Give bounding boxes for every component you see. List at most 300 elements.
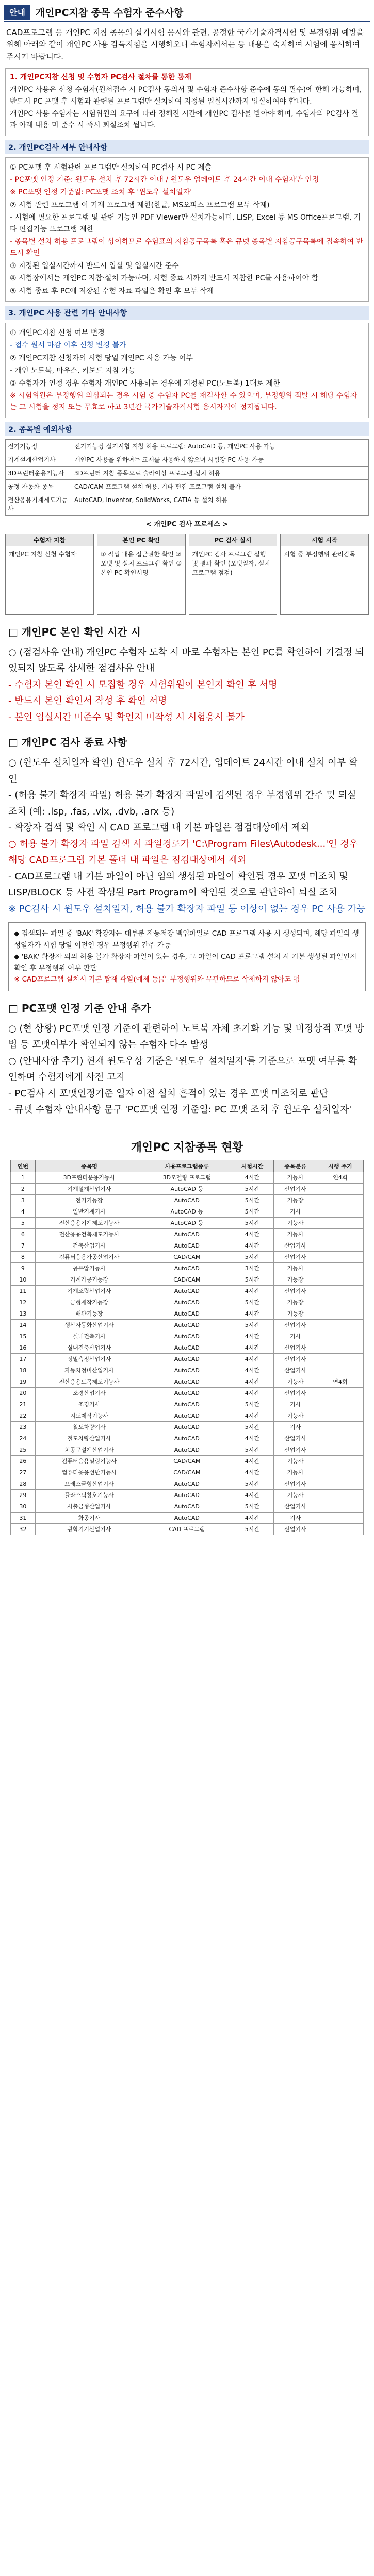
table-cell: CAD/CAM [143, 1455, 231, 1467]
table-row [11, 1285, 364, 1297]
table-cell: 지도제작기능사 [35, 1410, 143, 1421]
table-cell: AutoCAD [143, 1512, 231, 1523]
table-cell: AutoCAD [143, 1421, 231, 1433]
table-cell: 산업기사 [274, 1183, 317, 1194]
flow-step-body: 개인PC 검사 프로그램 실행 및 결과 확인 (포맷일자, 설치 프로그램 점검) [192, 550, 270, 576]
table-cell: 12 [11, 1297, 36, 1308]
table-cell: 광학기기산업기사 [35, 1523, 143, 1535]
table-cell: 금형제작기능장 [35, 1297, 143, 1308]
column-header: 종목분류 [274, 1160, 317, 1172]
table-cell: 27 [11, 1467, 36, 1478]
table-cell: 철도차량산업기사 [35, 1433, 143, 1444]
table-cell: 4시간 [231, 1410, 274, 1421]
table-cell: 15 [11, 1331, 36, 1342]
part1-item: - 수험자 본인 확인 시 모집할 경우 시험위원이 본인지 확인 후 서명 [8, 679, 278, 690]
summary-list [10, 84, 364, 131]
table-cell: 기능사 [274, 1228, 317, 1240]
table-cell: 기능사 [274, 1262, 317, 1274]
table-cell [317, 1353, 363, 1365]
table-cell: 산업기사 [274, 1444, 317, 1455]
table-cell: 3D프린터운용기능사 [6, 466, 72, 479]
table-cell: 4시간 [231, 1512, 274, 1523]
table-row [11, 1353, 364, 1365]
table-row [11, 1410, 364, 1421]
table-cell: 산업기사 [274, 1478, 317, 1489]
table-cell: 산업기사 [274, 1501, 317, 1512]
table-cell: 정밀측정산업기사 [35, 1353, 143, 1365]
table-row [11, 1183, 364, 1194]
sec2-item: ② 시험 관련 프로그램 이 기재 프로그램 제한(한글, MS오피스 프로그램 모두 삭제) [10, 201, 270, 209]
table-cell: 19 [11, 1376, 36, 1387]
column-header: 연번 [11, 1160, 36, 1172]
table-cell: AutoCAD [143, 1308, 231, 1319]
table-cell: AutoCAD [143, 1285, 231, 1297]
flow-step [280, 534, 369, 615]
table-cell: 조경산업기사 [35, 1387, 143, 1399]
table-row [11, 1251, 364, 1262]
table-cell: 10 [11, 1274, 36, 1285]
table-cell: 전산응용토목제도기능사 [35, 1376, 143, 1387]
part1-item: ○ (점검사유 안내) 개인PC 수험자 도착 시 바로 수험자는 본인 PC를 확인하여 기결정 되었되지 않도록 상세한 점검사유 안내 [8, 646, 365, 674]
table-cell: CAD 프로그램 [143, 1523, 231, 1535]
table-cell: 컴퓨터응용선반기능사 [35, 1467, 143, 1478]
table-cell: 산업기사 [274, 1353, 317, 1365]
part2-item: - 확장자 검색 및 확인 시 CAD 프로그램 내 기본 파일은 점검대상에서 제외 [8, 822, 310, 834]
table-cell: 25 [11, 1444, 36, 1455]
table-cell: AutoCAD [143, 1262, 231, 1274]
part1-heading: □ 개인PC 본인 확인 시간 시 [8, 625, 141, 638]
table-cell: 조경기사 [35, 1399, 143, 1410]
summary-item: 개인PC 사용 수험자는 시험위원의 요구에 따라 정해진 시간에 개인PC 검사를 받아야 하며, 수험자의 PC검사 결과 아래 내용 미 준수 시 즉시 퇴실조치 됩니다. [10, 109, 359, 130]
sec3-item: - 접수 원서 마감 이후 신청 변경 불가 [10, 341, 126, 350]
table-cell: AutoCAD [143, 1399, 231, 1410]
table-cell [317, 1433, 363, 1444]
table-cell: 사출금형산업기사 [35, 1501, 143, 1512]
caution-item: ◆ 'BAK' 확장자 외의 허용 불가 확장자 파일이 있는 경우, 그 파일이 CAD 프로그램 설치 시 기본 생성된 파일인지 확인 후 부정행위 여부 판단 [14, 952, 357, 973]
table-row [11, 1501, 364, 1512]
table-cell: AutoCAD 등 [143, 1183, 231, 1194]
table-cell: 4시간 [231, 1387, 274, 1399]
table-cell: CAD/CAM [143, 1274, 231, 1285]
table-cell: AutoCAD [143, 1319, 231, 1331]
table-row [11, 1478, 364, 1489]
table-cell: AutoCAD [143, 1297, 231, 1308]
table-cell: 화공기사 [35, 1512, 143, 1523]
part1-item: - 반드시 본인 확인서 작성 후 확인 서명 [8, 695, 167, 707]
table-cell: 5시간 [231, 1399, 274, 1410]
table-cell: 플라스틱창호기능사 [35, 1489, 143, 1501]
table-row [11, 1467, 364, 1478]
table-cell: 5시간 [231, 1478, 274, 1489]
flow-step-title: 본인 PC 확인 [97, 534, 185, 546]
table-cell: 3 [11, 1194, 36, 1206]
table-cell: 연4회 [317, 1172, 363, 1183]
page-title: 개인PC지참 종목 수험자 준수사항 [35, 7, 184, 19]
table-cell: 4시간 [231, 1308, 274, 1319]
flow-step [5, 534, 94, 615]
table-cell: 철도차량기사 [35, 1421, 143, 1433]
table-cell: 24 [11, 1433, 36, 1444]
table-row [11, 1376, 364, 1387]
table-cell: 기계가공기능장 [35, 1274, 143, 1285]
part3-item: - 큐넷 수험자 안내사항 문구 'PC포맷 인정 기준일: PC 포맷 조치 후 윈도우 설치일자' [8, 1104, 352, 1116]
table-cell: 14 [11, 1319, 36, 1331]
table-row [11, 1297, 364, 1308]
table-cell: 21 [11, 1399, 36, 1410]
column-header: 사용프로그램종류 [143, 1160, 231, 1172]
table-cell [317, 1399, 363, 1410]
sec3-item: - 개인 노트북, 마우스, 키보드 지참 가능 [10, 367, 136, 375]
table-row [11, 1489, 364, 1501]
table-row [11, 1319, 364, 1331]
summary-item: 개인PC 사용은 신청 수험자(원서접수 시 PC검사 동의서 및 수험자 준수사항 준수에 동의 필수)에 한해 가능하며, 반드시 PC 포맷 후 시험과 관련된 프로그램만 설치하여 지정된 입실시간까지 입실하여야 합니다. [10, 86, 362, 106]
table-cell: 개인PC 사용을 위하여는 교재를 사용하지 않으며 시험장 PC 사용 가능 [72, 453, 369, 466]
table-cell [317, 1297, 363, 1308]
table-cell: AutoCAD [143, 1240, 231, 1251]
table-cell [317, 1240, 363, 1251]
table-cell: 3D모델링 프로그램 [143, 1172, 231, 1183]
table-row [11, 1172, 364, 1183]
table-cell: 4 [11, 1206, 36, 1217]
table-row [11, 1342, 364, 1353]
sec3-item: ② 개인PC지참 신청자의 시험 당일 개인PC 사용 가능 여부 [10, 354, 193, 362]
sec3-item: ① 개인PC지참 신청 여부 변경 [10, 329, 105, 337]
table-cell: 배관기능장 [35, 1308, 143, 1319]
table-cell [317, 1455, 363, 1467]
cert-table-body [11, 1172, 364, 1535]
sec2-item: ⑤ 시험 종료 후 PC에 저장된 수험 자료 파일은 확인 후 모두 삭제 [10, 287, 214, 295]
summary-heading: 1. 개인PC지참 신청 및 수험자 PC검사 절차를 통한 통제 [10, 73, 192, 81]
table-cell: 5시간 [231, 1319, 274, 1331]
table-cell: 4시간 [231, 1172, 274, 1183]
table-cell [317, 1274, 363, 1285]
flow-step-body: 개인PC 지참 신청 수험자 [9, 550, 77, 558]
part3-item: ○ (현 상황) PC포맷 인정 기준에 관련하여 노트북 자체 초기화 기능 및 비정상적 포맷 방법 등 포맷여부가 확인되지 않는 수험자 다수 발생 [8, 1023, 364, 1051]
table-cell [317, 1251, 363, 1262]
table-cell: CAD/CAM 프로그램 설치 허용, 기타 편집 프로그램 설치 불가 [72, 479, 369, 493]
table-cell: 산업기사 [274, 1523, 317, 1535]
part1-section [8, 623, 366, 726]
table-cell: 산업기사 [274, 1240, 317, 1251]
table-cell: 20 [11, 1387, 36, 1399]
table-cell [317, 1444, 363, 1455]
table-cell [317, 1206, 363, 1217]
table-row [11, 1240, 364, 1251]
table-row [11, 1455, 364, 1467]
table-cell: AutoCAD [143, 1353, 231, 1365]
table-cell: 기계조립산업기사 [35, 1285, 143, 1297]
part1-item: - 본인 입실시간 미준수 및 확인지 미작성 시 시험응시 불가 [8, 711, 245, 723]
table-cell: AutoCAD [143, 1501, 231, 1512]
table-cell: 5시간 [231, 1501, 274, 1512]
table-cell [317, 1421, 363, 1433]
table-cell: 32 [11, 1523, 36, 1535]
table-cell: 4시간 [231, 1342, 274, 1353]
table-cell: 8 [11, 1251, 36, 1262]
table-cell [317, 1262, 363, 1274]
table-row [11, 1308, 364, 1319]
table-cell: 5시간 [231, 1444, 274, 1455]
table-cell: 4시간 [231, 1365, 274, 1376]
table-cell: 산업기사 [274, 1342, 317, 1353]
table-cell: 5시간 [231, 1217, 274, 1228]
sec2-item: - 종목별 설치 허용 프로그램이 상이하므로 수험표의 지참공구목록 혹은 큐넷 종목별 지참공구목록에 접속하여 반드시 확인 [10, 238, 364, 258]
table-cell: CAD/CAM [143, 1467, 231, 1478]
table-cell: AutoCAD [143, 1342, 231, 1353]
part2-item: ○ 허용 불가 확장자 파일 검색 시 파일경로가 'C:\Program Files\Autodesk...'인 경우 해당 CAD프로그램 기본 폴더 내 파일은 점검대상에서 제외 [8, 838, 359, 866]
table-cell: 6 [11, 1228, 36, 1240]
table-cell: 기계설계산업기사 [35, 1183, 143, 1194]
table-cell: 5시간 [231, 1183, 274, 1194]
table-cell [317, 1228, 363, 1240]
table-row [11, 1512, 364, 1523]
table-cell [317, 1308, 363, 1319]
sec3-item: ※ 시험위원은 부정행위 의심되는 경우 시험 중 수험자 PC를 재검사할 수 있으며, 부정행위 적발 시 해당 수험자는 그 시험을 정지 또는 무효로 하고 3년간 국가기술자격시험 응시자격이 정지됩니다. [10, 391, 357, 412]
table-row [11, 1523, 364, 1535]
table-cell: AutoCAD [143, 1478, 231, 1489]
table-row [11, 1274, 364, 1285]
sec2-item: ③ 지정된 입실시간까지 반드시 입실 및 입실시간 준수 [10, 261, 179, 270]
column-header: 시험시간 [231, 1160, 274, 1172]
table-cell: 컴퓨터응용가공산업기사 [35, 1251, 143, 1262]
table-header-row [11, 1160, 364, 1172]
table-cell: 3D프린터 지참 종목으로 슬라이싱 프로그램 설치 허용 [72, 466, 369, 479]
table-cell: 30 [11, 1501, 36, 1512]
table-row [11, 1206, 364, 1217]
flow-step-body: ① 작업 내용 접근권한 확인 ② 포맷 및 설치 프로그램 확인 ③ 본인 PC 확인서명 [100, 550, 182, 576]
table-cell: 전산응용기계제도기능사 [6, 493, 72, 515]
table-cell [317, 1410, 363, 1421]
flow-step-title: 시험 시작 [281, 534, 368, 546]
table-cell: 산업기사 [274, 1251, 317, 1262]
table-cell: 전산응용기계제도기능사 [35, 1217, 143, 1228]
table-cell: 4시간 [231, 1285, 274, 1297]
table-cell: 기사 [274, 1399, 317, 1410]
table-cell: 프레스금형산업기사 [35, 1478, 143, 1489]
part2-heading: □ 개인PC 검사 종료 사항 [8, 736, 127, 749]
table-cell: 기사 [274, 1421, 317, 1433]
part2-item: ○ (윈도우 설치일자 확인) 윈도우 설치 후 72시간, 업데이트 24시간 이내 설치 여부 확인 [8, 757, 358, 785]
table-cell: 기능사 [274, 1467, 317, 1478]
table-row [6, 466, 369, 479]
table-cell: 기계설계산업기사 [6, 453, 72, 466]
table-cell: 28 [11, 1478, 36, 1489]
table-cell: 5시간 [231, 1297, 274, 1308]
table-cell: 기능사 [274, 1489, 317, 1501]
table-cell: 생산자동화산업기사 [35, 1319, 143, 1331]
part2-item: - CAD프로그램 내 기본 파일이 아닌 임의 생성된 파일이 확인될 경우 포맷 미조치 및 LISP/BLOCK 등 사전 작성된 Part Program이 확인된 것으로 판단하여 퇴실 조치 [8, 871, 348, 899]
table-cell: AutoCAD [143, 1444, 231, 1455]
table-cell [317, 1217, 363, 1228]
table-cell: AutoCAD [143, 1433, 231, 1444]
caution-item: ※ CAD프로그램 실치시 기본 탑재 파일(예제 등)은 부정행위와 무관하므로 삭제하지 않아도 됨 [14, 975, 300, 984]
column-header: 시행 주기 [317, 1160, 363, 1172]
table-cell: 4시간 [231, 1353, 274, 1365]
cert-table-title: 개인PC 지참종목 현황 [131, 1141, 243, 1154]
table-cell: 13 [11, 1308, 36, 1319]
table-cell: 건축산업기사 [35, 1240, 143, 1251]
table-cell: 산업기사 [274, 1319, 317, 1331]
table-row [11, 1228, 364, 1240]
table-cell: 5시간 [231, 1251, 274, 1262]
table-cell: 4시간 [231, 1376, 274, 1387]
flow-step [189, 534, 278, 615]
sec2-item: ※ PC포맷 인정 기준일: PC포맷 조치 후 '윈도우 설치일자' [10, 188, 192, 197]
table-cell: 기능사 [274, 1410, 317, 1421]
table-cell: 5시간 [231, 1206, 274, 1217]
sec2-item: - PC포맷 인정 기준: 윈도우 설치 후 72시간 이내 / 윈도우 업데이트 후 24시간 이내 수험자만 인정 [10, 176, 319, 185]
sec3-box [5, 323, 369, 418]
table-cell: 16 [11, 1342, 36, 1353]
table-cell: 공유압기능사 [35, 1262, 143, 1274]
table-cell: 자동차정비산업기사 [35, 1365, 143, 1376]
flow-diagram [5, 534, 369, 615]
table-row [11, 1421, 364, 1433]
table-cell: 7 [11, 1240, 36, 1251]
flow-step-body: 시험 중 부정행위 관리감독 [284, 550, 356, 558]
sec3-item: ③ 수험자가 인정 경우 수험자 개인PC 사용하는 경우에 지정된 PC(노트북) 1대로 제한 [10, 379, 280, 388]
table-cell: 전산응용건축제도기능사 [35, 1228, 143, 1240]
flow-title: < 개인PC 검사 프로세스 > [145, 520, 229, 528]
summary-box [5, 68, 369, 136]
sec2-box [5, 157, 369, 302]
table-cell [317, 1512, 363, 1523]
table-cell: 4시간 [231, 1240, 274, 1251]
part2-item: - (허용 불가 확장자 파일) 허용 불가 확장자 파일이 검색된 경우 부정행위 간주 및 퇴실 조치 (예: .lsp, .fas, .vlx, .dvb, .arx 등) [8, 790, 356, 817]
table-cell [317, 1319, 363, 1331]
table-cell [317, 1331, 363, 1342]
part2-item: ※ PC검사 시 윈도우 설치일자, 허용 불가 확장자 파일 등 이상이 없는 경우 PC 사용 가능 [8, 903, 366, 915]
table-row [11, 1399, 364, 1410]
table-cell: 산업기사 [274, 1433, 317, 1444]
table-cell: 실내건축산업기사 [35, 1342, 143, 1353]
table-cell: 17 [11, 1353, 36, 1365]
table-cell: AutoCAD, Inventor, SolidWorks, CATIA 등 설치 허용 [72, 493, 369, 515]
title-bar [4, 3, 370, 22]
table-cell: AutoCAD [143, 1376, 231, 1387]
table-cell: 기능사 [274, 1217, 317, 1228]
table-row [11, 1194, 364, 1206]
table-row [6, 479, 369, 493]
table-cell: 4시간 [231, 1489, 274, 1501]
sec2-item: - 시험에 필요한 프로그램 및 관련 기능인 PDF Viewer만 설치가능하며, LISP, Excel 등 MS Office프로그램, 기타 편집기능 프로그램 제한 [10, 213, 361, 234]
table-cell [317, 1523, 363, 1535]
sec3-heading: 3. 개인PC 사용 관련 기타 안내사항 [5, 306, 369, 320]
table-cell: 23 [11, 1421, 36, 1433]
table-cell: 4시간 [231, 1433, 274, 1444]
table-cell: AutoCAD 등 [143, 1217, 231, 1228]
table-cell [317, 1489, 363, 1501]
table-cell: 5시간 [231, 1274, 274, 1285]
table-cell [317, 1501, 363, 1512]
part3-item: ○ (안내사항 추가) 현재 윈도우상 기준은 '윈도우 설치일자'를 기준으로 포맷 여부를 확인하며 수험자에게 사전 고지 [8, 1055, 357, 1083]
table-cell: 31 [11, 1512, 36, 1523]
table-cell: CAD/CAM [143, 1251, 231, 1262]
flow-step [97, 534, 186, 615]
table-cell: 기사 [274, 1331, 317, 1342]
column-header: 종목명 [35, 1160, 143, 1172]
table-cell: 5 [11, 1217, 36, 1228]
table-row [11, 1387, 364, 1399]
table-cell: 기능장 [274, 1297, 317, 1308]
table-cell: 전기기능장 [35, 1194, 143, 1206]
table-row [11, 1331, 364, 1342]
part3-section [8, 1000, 366, 1118]
table-cell [317, 1365, 363, 1376]
caution-item: ◆ 검색되는 파일 중 'BAK' 확장자는 대부분 자동저장 백업파일로 CAD 프로그램 사용 시 생성되며, 해당 파일의 생성일자가 시험 당일 이전인 경우 부정행위 간주 가능 [14, 929, 359, 950]
table-cell: 5시간 [231, 1421, 274, 1433]
info-table-heading: 2. 종목별 예외사항 [5, 422, 369, 436]
table-cell: 9 [11, 1262, 36, 1274]
sec2-item: ① PC포맷 후 시험관련 프로그램만 설치하여 PC검사 시 PC 제출 [10, 163, 212, 172]
table-cell: 기능사 [274, 1455, 317, 1467]
notice-tag: 안내 [4, 5, 30, 20]
table-cell: 3D프린터운용기능사 [35, 1172, 143, 1183]
table-cell: AutoCAD [143, 1194, 231, 1206]
table-cell: 18 [11, 1365, 36, 1376]
table-cell [317, 1467, 363, 1478]
table-cell [317, 1478, 363, 1489]
table-cell: 4시간 [231, 1228, 274, 1240]
table-cell: 4시간 [231, 1331, 274, 1342]
table-cell: 기능장 [274, 1194, 317, 1206]
table-cell: 29 [11, 1489, 36, 1501]
table-cell: AutoCAD [143, 1331, 231, 1342]
intro-text: CAD프로그램 등 개인PC 지참 종목의 실기시험 응시와 관련, 공정한 국가기술자격시험 및 부정행위 예방을 위해 아래와 같이 개인PC 사용 감독지침을 시행하오니 수험자께서는 등 내용을 숙지하여 시험에 응시하여 주시기 바랍니다. [6, 28, 364, 61]
table-cell: 2 [11, 1183, 36, 1194]
table-cell: 산업기사 [274, 1285, 317, 1297]
table-cell: 연4회 [317, 1376, 363, 1387]
table-cell: 4시간 [231, 1467, 274, 1478]
table-cell: 5시간 [231, 1523, 274, 1535]
table-cell: 기사 [274, 1206, 317, 1217]
sec2-item: ④ 시험장에서는 개인PC 지참·설치 가능하며, 시험 종료 시까지 반드시 지참한 PC를 사용하여야 함 [10, 274, 319, 283]
part3-heading: □ PC포맷 인정 기준 안내 추가 [8, 1002, 151, 1015]
table-row [11, 1217, 364, 1228]
table-cell: 기능사 [274, 1376, 317, 1387]
table-cell: 치공구설계산업기사 [35, 1444, 143, 1455]
table-cell: 기능장 [274, 1308, 317, 1319]
table-cell: 기사 [274, 1512, 317, 1523]
table-cell: AutoCAD [143, 1387, 231, 1399]
table-cell: 22 [11, 1410, 36, 1421]
flow-step-title: PC 검사 실시 [189, 534, 277, 546]
table-cell [317, 1387, 363, 1399]
table-cell: AutoCAD [143, 1410, 231, 1421]
table-cell: 1 [11, 1172, 36, 1183]
table-row [6, 453, 369, 466]
table-cell: AutoCAD [143, 1365, 231, 1376]
exception-table [5, 439, 369, 516]
part2-section [8, 734, 366, 917]
table-row [11, 1433, 364, 1444]
table-cell [317, 1183, 363, 1194]
caution-box [8, 922, 366, 991]
table-cell: 일반기계기사 [35, 1206, 143, 1217]
flow-step-title: 수험자 지참 [6, 534, 93, 546]
part3-item: - PC검사 시 포맷인정기준 일자 이전 설치 흔적이 있는 경우 포맷 미조치로 판단 [8, 1088, 329, 1099]
table-cell: AutoCAD [143, 1228, 231, 1240]
table-cell [317, 1342, 363, 1353]
table-cell: 11 [11, 1285, 36, 1297]
table-cell: 공정 자동화 종목 [6, 479, 72, 493]
table-cell: AutoCAD 등 [143, 1206, 231, 1217]
table-row [6, 439, 369, 453]
table-cell: 전기기능장 실기시험 지참 허용 프로그램: AutoCAD 등, 개인PC 사용 가능 [72, 439, 369, 453]
table-row [6, 493, 369, 515]
table-cell: 산업기사 [274, 1365, 317, 1376]
table-cell: 산업기사 [274, 1387, 317, 1399]
